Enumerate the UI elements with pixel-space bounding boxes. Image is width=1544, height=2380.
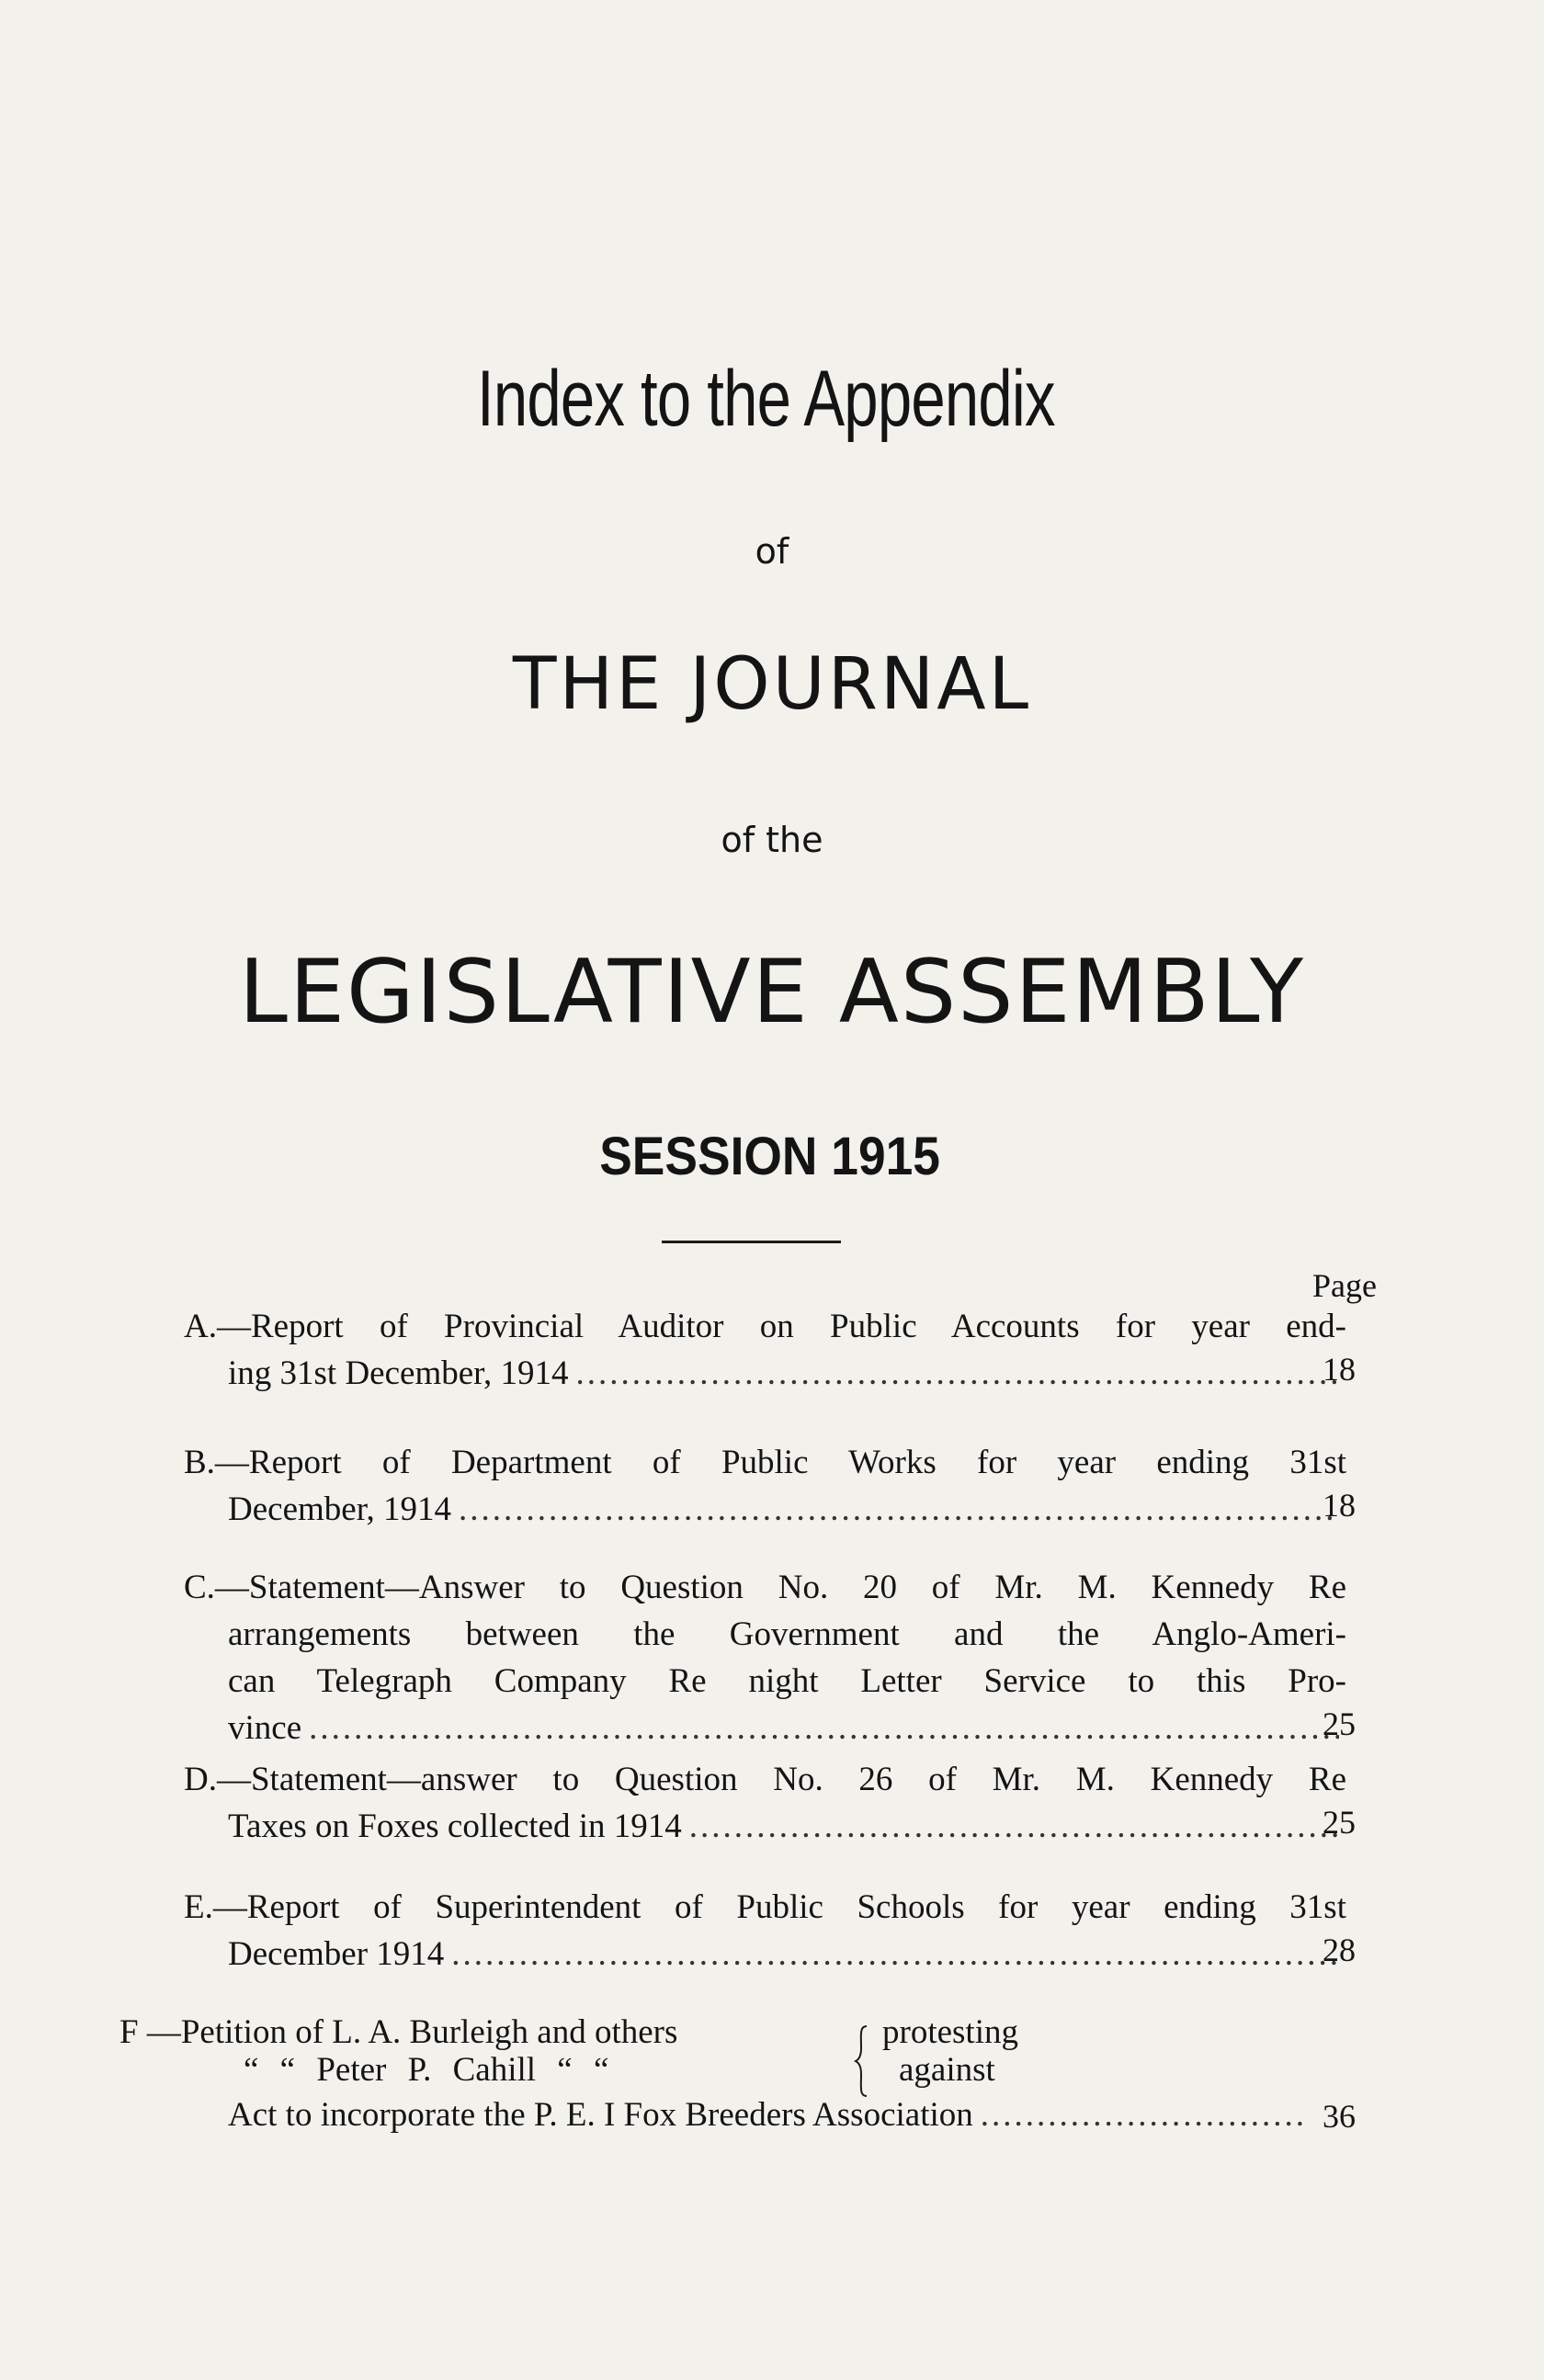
- index-entry-c: [184, 1564, 1346, 1751]
- dot-leader: [576, 1350, 1340, 1397]
- entry-page-number: 36: [1323, 2098, 1356, 2135]
- index-entry-e: [184, 1884, 1346, 1978]
- page-column-label: Page: [1312, 1267, 1377, 1304]
- entry-page-number: 18: [1323, 1487, 1356, 1524]
- document-title: Index to the Appendix: [476, 355, 1055, 443]
- entry-line: [184, 1705, 1346, 1751]
- subtitle-of-the: of the: [721, 820, 823, 860]
- entry-line-text: ing 31st December, 1914: [228, 1354, 569, 1392]
- dot-leader: [451, 1931, 1339, 1978]
- entry-line: “ “ Peter P. Cahill “ “: [244, 2051, 609, 2089]
- entry-line: E.—Report of Superintendent of Public Schools for year ending 31st: [184, 1888, 1346, 1926]
- entry-page-number: 18: [1323, 1351, 1356, 1388]
- entry-page-number: 28: [1323, 1932, 1356, 1968]
- bracket-text: protesting: [882, 2013, 1018, 2051]
- entry-line: F —Petition of L. A. Burleigh and others: [119, 2013, 678, 2051]
- entry-line-text: Act to incorporate the P. E. I Fox Breeders Association: [228, 2096, 973, 2134]
- subtitle-of: of: [755, 531, 789, 572]
- index-entry-a: [184, 1303, 1346, 1397]
- bracket-text: against: [899, 2051, 995, 2089]
- dot-leader: [309, 1705, 1339, 1751]
- index-entry-b: [184, 1439, 1346, 1533]
- entry-line: A.—Report of Provincial Auditor on Public Accounts for year end-: [184, 1308, 1346, 1345]
- entry-line-text: Taxes on Foxes collected in 1914: [228, 1808, 682, 1845]
- entry-line: [184, 1350, 1346, 1397]
- entry-line: can Telegraph Company Re night Letter Service to this Pro-: [228, 1662, 1346, 1700]
- entry-line-text: December 1914: [228, 1935, 445, 1973]
- entry-line: D.—Statement—answer to Question No. 26 of Mr. M. Kennedy Re: [184, 1761, 1346, 1798]
- dot-leader: [981, 2095, 1307, 2135]
- entry-page-number: 25: [1323, 1804, 1356, 1841]
- entry-line: arrangements between the Government and the Anglo-Ameri-: [228, 1615, 1346, 1653]
- curly-brace-icon: [853, 2024, 869, 2098]
- session-heading: SESSION 1915: [599, 1127, 940, 1186]
- entry-line: C.—Statement—Answer to Question No. 20 of Mr. M. Kennedy Re: [184, 1569, 1346, 1606]
- entry-line: [228, 2095, 1314, 2135]
- entry-line: [184, 1486, 1346, 1533]
- entry-line-text: December, 1914: [228, 1490, 452, 1528]
- journal-heading: THE JOURNAL: [512, 643, 1032, 726]
- entry-line-text: vince: [228, 1709, 302, 1747]
- entry-page-number: 25: [1323, 1706, 1356, 1742]
- entry-line: [184, 1803, 1346, 1850]
- entry-line: B.—Report of Department of Public Works for year ending 31st: [184, 1444, 1346, 1481]
- divider-rule: [662, 1241, 841, 1243]
- index-entry-d: [184, 1756, 1346, 1850]
- assembly-heading: LEGISLATIVE ASSEMBLY: [239, 942, 1305, 1043]
- dot-leader: [459, 1486, 1339, 1533]
- dot-leader: [689, 1803, 1339, 1850]
- entry-line: [184, 1931, 1346, 1978]
